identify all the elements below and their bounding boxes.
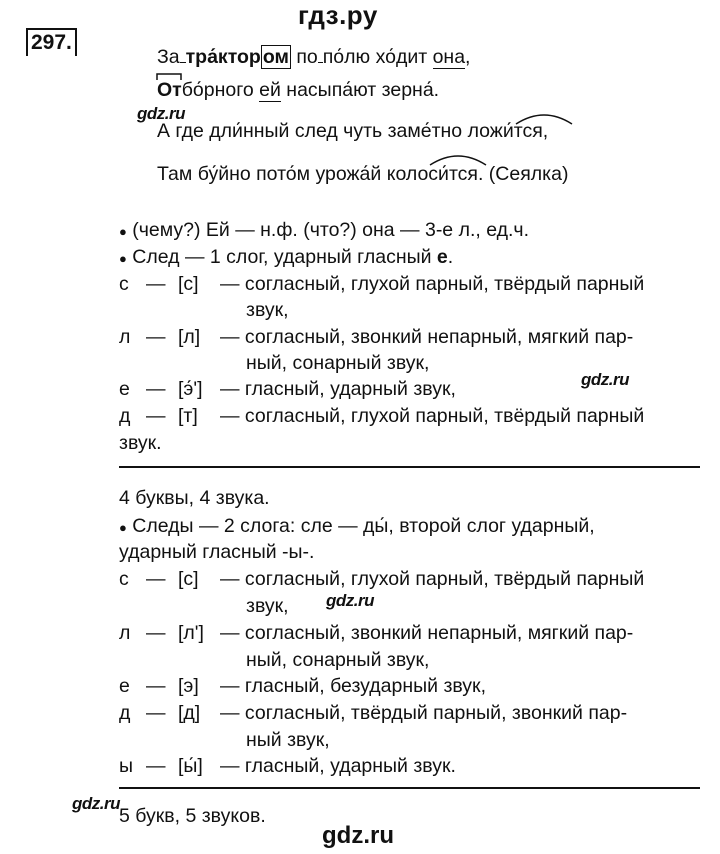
sledy-desc-l-2: ный, сонарный звук,: [246, 649, 430, 671]
poem-word-nasypayut: насыпа́ют зерна́.: [280, 79, 440, 101]
bullet-1-text: (чему?) Ей — н.ф. (что?) она — 3-е л., ед.ч.: [132, 219, 529, 241]
sledy-dash-y: —: [146, 755, 166, 777]
bullet-1: [119, 218, 529, 244]
sled-sound-d: [т]: [178, 405, 198, 427]
sledy-desc-d-2: ный звук,: [246, 729, 330, 751]
sledy-dash-d: —: [146, 702, 166, 724]
footer-watermark: gdz.ru: [322, 822, 394, 849]
sled-dash-l: —: [146, 326, 166, 348]
bullet-icon: ●: [119, 520, 127, 535]
poem-word-kolositsya: колоси́тся: [386, 163, 478, 185]
watermark-gdz-4: gdz.ru: [72, 794, 120, 813]
letter: с: [119, 273, 129, 295]
poem-line-3-text: А где дли́нный след чуть заме́тно: [157, 120, 468, 142]
sled-dash-s: —: [146, 273, 166, 295]
sledy-sound-s: [с]: [178, 568, 199, 590]
bullet-3-text: Следы — 2 слога: сле — ды́, второй слог ударный,: [132, 515, 595, 537]
poem-punct-3: ,: [542, 120, 549, 142]
sledy-desc-d: — согласный, твёрдый парный, звонкий пар-: [220, 702, 628, 724]
sledy-letter-d: д: [119, 702, 131, 724]
poem-line-2: [157, 78, 439, 102]
poem-word-po: по: [290, 46, 318, 68]
letter-sound-count-2: 5 букв, 5 звуков.: [119, 805, 266, 827]
sled-desc-d: — согласный, глухой парный, твёрдый парный: [220, 405, 645, 427]
sled-desc-s-2: звук,: [246, 299, 289, 321]
sled-dash-d: —: [146, 405, 166, 427]
sled-desc-l-2: ный, сонарный звук,: [246, 352, 430, 374]
poem-word-polyu: по́лю: [322, 46, 371, 68]
bullet-3-text-2: ударный гласный -ы-.: [119, 541, 315, 563]
poem-word-ey: ей: [259, 79, 281, 101]
sled-row-s: [119, 272, 129, 296]
sledy-desc-s-2: звук,: [246, 595, 289, 617]
bullet-icon: ●: [119, 224, 127, 239]
sled-desc-s: — согласный, глухой парный, твёрдый парный: [220, 273, 645, 295]
poem-word-za: За: [157, 46, 180, 68]
sledy-sound-e: [э]: [178, 675, 199, 697]
sled-sound-e: [э́']: [178, 378, 203, 400]
sled-dash-e: —: [146, 378, 166, 400]
bullet-icon: ●: [119, 251, 127, 266]
site-header-title: гдз.ру: [298, 0, 378, 30]
sledy-dash-l: —: [146, 622, 166, 644]
sled-letter-d: д: [119, 405, 131, 427]
poem-word-khodit: хо́дит: [370, 46, 433, 68]
watermark-gdz: gdz.ru: [137, 104, 185, 123]
poem-line-4-text: Там бу́йно пото́м урожа́й: [157, 163, 387, 185]
section-divider-2: [119, 787, 700, 789]
sledy-dash-s: —: [146, 568, 166, 590]
poem-word-traktor: тра́ктор: [185, 46, 261, 68]
sledy-sound-y: [ы́]: [178, 755, 203, 777]
bullet-2: [119, 245, 453, 271]
sledy-letter-s: с: [119, 568, 129, 590]
exercise-number: 297.: [26, 28, 77, 56]
poem-word-ot: От: [157, 79, 182, 101]
poem-punct: ,: [465, 46, 471, 68]
sledy-desc-e: — гласный, безударный звук,: [220, 675, 487, 697]
poem-line-4: [157, 162, 568, 186]
poem-word-bornogo: бо́рного: [181, 79, 260, 101]
watermark-gdz-2: gdz.ru: [581, 370, 629, 389]
sled-letter-l: л: [119, 326, 131, 348]
sled-desc-e: — гласный, ударный звук,: [220, 378, 456, 400]
ending-box: ом: [262, 46, 289, 68]
poem-word-ona: она: [432, 46, 466, 68]
poem-line-1: [157, 45, 470, 69]
sledy-dash-e: —: [146, 675, 166, 697]
sled-desc-d-2: звук.: [119, 432, 162, 454]
sled-sound-l: [л]: [178, 326, 201, 348]
sled-sound-s: [с]: [178, 273, 199, 295]
sled-letter-e: е: [119, 378, 130, 400]
watermark-gdz-3: gdz.ru: [326, 591, 374, 610]
bullet-2-end: .: [447, 246, 454, 268]
sledy-sound-l: [л']: [178, 622, 204, 644]
bullet-2-vowel: е: [436, 246, 448, 268]
letter-sound-count-1: 4 буквы, 4 звука.: [119, 487, 270, 509]
sledy-desc-y: — гласный, ударный звук.: [220, 755, 456, 777]
sledy-letter-l: л: [119, 622, 131, 644]
section-divider: [119, 466, 700, 468]
bullet-3: [119, 514, 595, 540]
sledy-sound-d: [д]: [178, 702, 201, 724]
bullet-2-text: След — 1 слог, ударный гласный: [132, 246, 437, 268]
poem-source: . (Сеялка): [477, 163, 569, 185]
sled-desc-l: — согласный, звонкий непарный, мягкий пар-: [220, 326, 634, 348]
sledy-desc-s: — согласный, глухой парный, твёрдый парный: [220, 568, 645, 590]
poem-word-lozhitsya: ложи́тся: [467, 120, 543, 142]
sledy-desc-l: — согласный, звонкий непарный, мягкий пар-: [220, 622, 634, 644]
poem-line-3: [157, 119, 548, 143]
sledy-letter-y: ы: [119, 755, 134, 777]
sledy-letter-e: е: [119, 675, 130, 697]
